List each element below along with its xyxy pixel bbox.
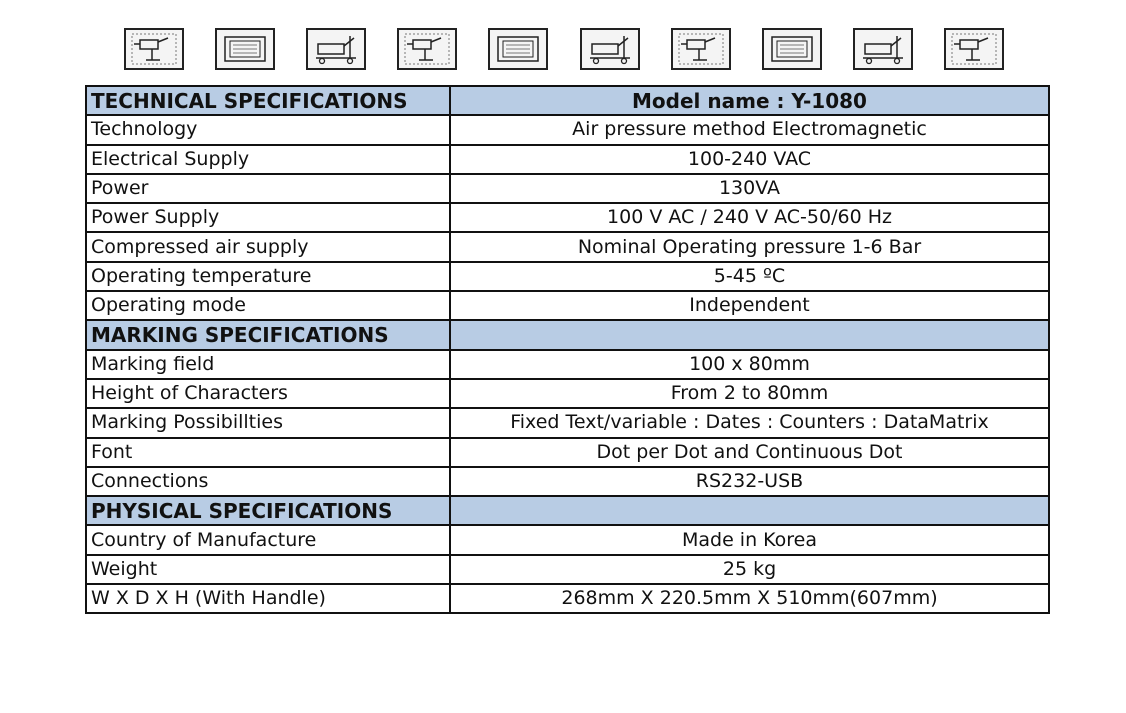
spec-label: W X D X H (With Handle) bbox=[86, 584, 450, 613]
spec-label: Country of Manufacture bbox=[86, 525, 450, 554]
section-title: MARKING SPECIFICATIONS bbox=[86, 320, 450, 349]
section-value bbox=[450, 496, 1049, 525]
spec-table bbox=[85, 85, 1050, 614]
spec-row bbox=[86, 525, 1049, 554]
spec-value: 100 x 80mm bbox=[450, 350, 1049, 379]
spec-value: 100 V AC / 240 V AC-50/60 Hz bbox=[450, 203, 1049, 232]
section-title: TECHNICAL SPECIFICATIONS bbox=[86, 86, 450, 115]
spec-row bbox=[86, 555, 1049, 584]
spec-value: 100-240 VAC bbox=[450, 145, 1049, 174]
spec-value: Made in Korea bbox=[450, 525, 1049, 554]
spec-label: Marking Possibillties bbox=[86, 408, 450, 437]
spec-value: RS232-USB bbox=[450, 467, 1049, 496]
spec-value: Independent bbox=[450, 291, 1049, 320]
spec-row bbox=[86, 174, 1049, 203]
spec-row bbox=[86, 115, 1049, 144]
spec-label: Weight bbox=[86, 555, 450, 584]
section-value: Model name : Y-1080 bbox=[450, 86, 1049, 115]
spec-value: Air pressure method Electromagnetic bbox=[450, 115, 1049, 144]
spec-label: Font bbox=[86, 438, 450, 467]
section-header-row bbox=[86, 496, 1049, 525]
spec-label: Marking field bbox=[86, 350, 450, 379]
pneumatic-marker-icon bbox=[944, 28, 1004, 70]
spec-row bbox=[86, 203, 1049, 232]
spec-row bbox=[86, 467, 1049, 496]
spec-value: Nominal Operating pressure 1-6 Bar bbox=[450, 232, 1049, 261]
controller-icon bbox=[215, 28, 275, 70]
section-value bbox=[450, 320, 1049, 349]
spec-label: Power bbox=[86, 174, 450, 203]
spec-label: Compressed air supply bbox=[86, 232, 450, 261]
spec-label: Operating mode bbox=[86, 291, 450, 320]
benchtop-marker-icon bbox=[306, 28, 366, 70]
spec-label: Power Supply bbox=[86, 203, 450, 232]
spec-label: Connections bbox=[86, 467, 450, 496]
spec-label: Electrical Supply bbox=[86, 145, 450, 174]
section-header-row bbox=[86, 86, 1049, 115]
spec-label: Operating temperature bbox=[86, 262, 450, 291]
spec-row bbox=[86, 145, 1049, 174]
spec-row bbox=[86, 584, 1049, 613]
product-icon-strip bbox=[124, 28, 1004, 72]
spec-row bbox=[86, 379, 1049, 408]
spec-row bbox=[86, 262, 1049, 291]
section-title: PHYSICAL SPECIFICATIONS bbox=[86, 496, 450, 525]
spec-row bbox=[86, 438, 1049, 467]
spec-value: From 2 to 80mm bbox=[450, 379, 1049, 408]
pneumatic-marker-icon bbox=[124, 28, 184, 70]
spec-row bbox=[86, 408, 1049, 437]
spec-label: Height of Characters bbox=[86, 379, 450, 408]
spec-value: 25 kg bbox=[450, 555, 1049, 584]
spec-label: Technology bbox=[86, 115, 450, 144]
spec-value: 268mm X 220.5mm X 510mm(607mm) bbox=[450, 584, 1049, 613]
benchtop-marker-icon bbox=[853, 28, 913, 70]
spec-value: Dot per Dot and Continuous Dot bbox=[450, 438, 1049, 467]
spec-row bbox=[86, 232, 1049, 261]
controller-icon bbox=[762, 28, 822, 70]
section-header-row bbox=[86, 320, 1049, 349]
spec-table-body bbox=[86, 86, 1049, 613]
spec-value: Fixed Text/variable : Dates : Counters : DataMatrix bbox=[450, 408, 1049, 437]
pneumatic-marker-icon bbox=[397, 28, 457, 70]
spec-value: 5-45 ºC bbox=[450, 262, 1049, 291]
benchtop-marker-icon bbox=[580, 28, 640, 70]
spec-row bbox=[86, 291, 1049, 320]
pneumatic-marker-icon bbox=[671, 28, 731, 70]
spec-value: 130VA bbox=[450, 174, 1049, 203]
spec-row bbox=[86, 350, 1049, 379]
controller-icon bbox=[488, 28, 548, 70]
